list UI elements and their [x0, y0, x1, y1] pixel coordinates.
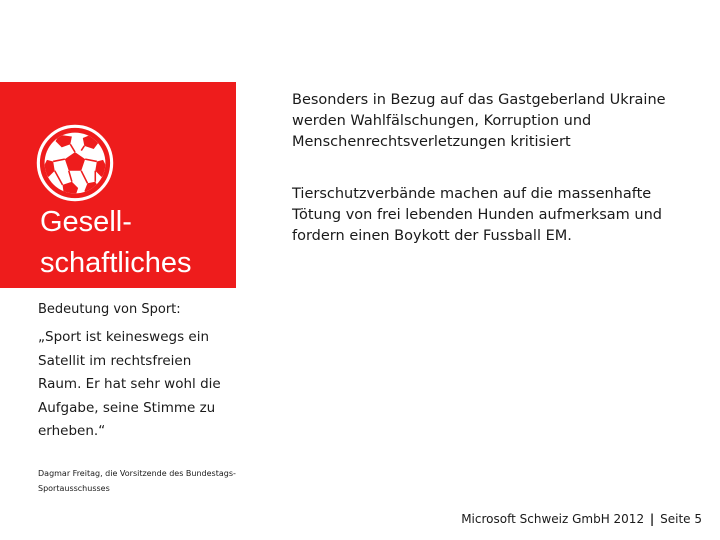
footer-company: Microsoft Schweiz GmbH 2012	[461, 512, 645, 526]
soccer-ball-icon	[36, 124, 114, 202]
paragraph-animal-welfare: Tierschutzverbände machen auf die massenhafte Tötung von frei lebenden Hunden aufmerksam und fordern einen Boykott der Fussball EM.	[292, 186, 663, 244]
slide-footer	[461, 510, 702, 528]
quote-text: „Sport ist keineswegs ein Satellit im rechtsfreien Raum. Er hat sehr wohl die Aufgabe, seine Stimme zu erheben.“	[38, 329, 221, 439]
paragraph-ukraine-criticism: Besonders in Bezug auf das Gastgeberland Ukraine werden Wahlfälschungen, Korruption und Menschenrechtsverletzungen kritisiert	[292, 92, 666, 150]
footer-separator: |	[649, 512, 655, 526]
quote-attribution: Dagmar Freitag, die Vorsitzende des Bundestags-Sportausschusses	[38, 469, 236, 493]
quote-heading: Bedeutung von Sport:	[38, 302, 181, 317]
title-panel	[0, 82, 236, 288]
panel-title: Gesell-schaftliches	[40, 206, 192, 279]
footer-page-number: Seite 5	[660, 512, 702, 526]
